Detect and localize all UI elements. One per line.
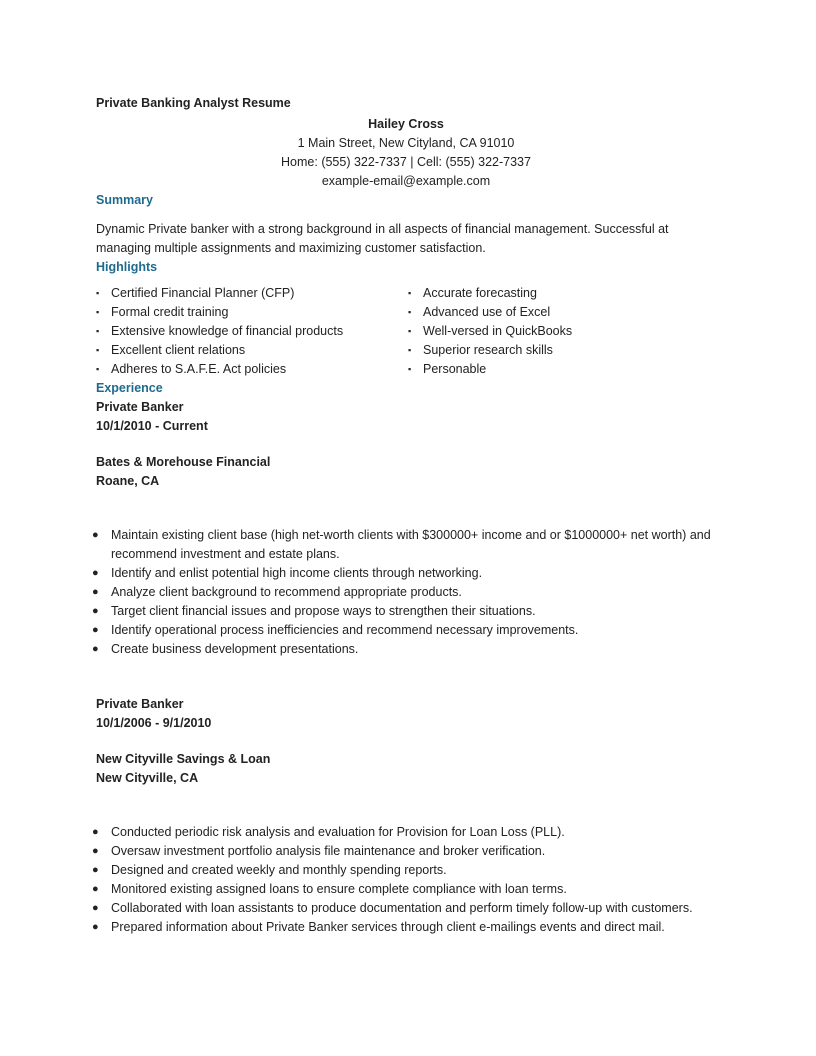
duty-text: Conducted periodic risk analysis and evaluation for Provision for Loan Loss (PLL). xyxy=(111,825,565,839)
bullet-icon: ▪ xyxy=(408,345,412,355)
highlight-text: Formal credit training xyxy=(111,305,229,319)
bullet-icon: ▪ xyxy=(96,364,100,374)
spacer xyxy=(96,490,720,526)
job-duties xyxy=(92,526,720,659)
experience-heading: Experience xyxy=(96,381,163,395)
job-company: Bates & Morehouse Financial xyxy=(96,455,271,469)
duty-item xyxy=(92,823,720,842)
bullet-icon: ▪ xyxy=(408,326,412,336)
duty-item xyxy=(92,602,720,621)
duty-item xyxy=(92,583,720,602)
highlights-right-column xyxy=(408,284,720,379)
duty-text: Identify operational process inefficiencies and recommend necessary improvements. xyxy=(111,623,579,637)
duty-text: Collaborated with loan assistants to produce documentation and perform timely follow-up with customers. xyxy=(111,901,693,915)
bullet-icon: ● xyxy=(92,624,99,636)
highlight-item xyxy=(96,341,408,360)
highlight-item xyxy=(408,360,720,379)
job-title: Private Banker xyxy=(96,400,184,414)
spacer xyxy=(96,677,720,695)
duty-text: Identify and enlist potential high income clients through networking. xyxy=(111,566,483,580)
duty-text: Target client financial issues and propose ways to strengthen their situations. xyxy=(111,604,536,618)
highlight-item xyxy=(408,303,720,322)
job-entry xyxy=(92,677,720,955)
job-entry xyxy=(92,398,720,677)
duty-text: Monitored existing assigned loans to ensure complete compliance with loan terms. xyxy=(111,882,567,896)
summary-text: Dynamic Private banker with a strong background in all aspects of financial management. Successful at managing multiple assignments and maximizing customer satisfaction. xyxy=(96,222,669,255)
job-location: New Cityville, CA xyxy=(96,770,199,785)
bullet-icon: ● xyxy=(92,902,99,914)
bullet-icon: ● xyxy=(92,529,99,541)
highlight-item xyxy=(96,284,408,303)
contact-address: 1 Main Street, New Cityland, CA 91010 xyxy=(297,136,515,150)
duty-item xyxy=(92,842,720,861)
spacer xyxy=(96,435,720,453)
spacer xyxy=(96,787,720,823)
highlight-text: Accurate forecasting xyxy=(423,286,537,300)
duty-item xyxy=(92,526,720,564)
bullet-icon: ● xyxy=(92,826,99,838)
resume-page xyxy=(92,96,720,955)
job-company: New Cityville Savings & Loan xyxy=(96,752,271,766)
spacer xyxy=(96,659,720,677)
bullet-icon: ▪ xyxy=(408,307,412,317)
bullet-icon: ▪ xyxy=(96,326,100,336)
highlight-item xyxy=(408,322,720,341)
duty-text: Analyze client background to recommend appropriate products. xyxy=(111,585,462,599)
candidate-name: Hailey Cross xyxy=(368,117,444,131)
highlight-text: Extensive knowledge of financial products xyxy=(111,324,344,338)
highlight-text: Certified Financial Planner (CFP) xyxy=(111,286,295,300)
spacer xyxy=(96,732,720,750)
summary-heading: Summary xyxy=(96,193,153,207)
bullet-icon: ● xyxy=(92,864,99,876)
bullet-icon: ● xyxy=(92,921,99,933)
bullet-icon: ● xyxy=(92,883,99,895)
experience-list xyxy=(92,398,720,955)
highlights-list xyxy=(96,284,720,379)
highlight-text: Personable xyxy=(423,362,487,376)
highlight-text: Well-versed in QuickBooks xyxy=(423,324,573,338)
duty-text: Designed and created weekly and monthly spending reports. xyxy=(111,863,447,877)
document-title: Private Banking Analyst Resume xyxy=(96,96,291,110)
duty-text: Create business development presentations. xyxy=(111,642,359,656)
duty-item xyxy=(92,621,720,640)
contact-email: example-email@example.com xyxy=(321,174,491,188)
bullet-icon: ● xyxy=(92,586,99,598)
bullet-icon: ● xyxy=(92,643,99,655)
highlights-heading: Highlights xyxy=(96,260,158,274)
duty-item xyxy=(92,640,720,659)
bullet-icon: ▪ xyxy=(96,345,100,355)
bullet-icon: ▪ xyxy=(96,288,100,298)
job-location: Roane, CA xyxy=(96,473,160,488)
job-dates: 10/1/2010 - Current xyxy=(96,418,208,433)
bullet-icon: ▪ xyxy=(408,288,412,298)
job-title: Private Banker xyxy=(96,697,184,711)
duty-item xyxy=(92,899,720,918)
duty-item xyxy=(92,918,720,937)
bullet-icon: ● xyxy=(92,845,99,857)
highlight-item xyxy=(96,303,408,322)
duty-item xyxy=(92,564,720,583)
contact-phones: Home: (555) 322-7337 | Cell: (555) 322-7337 xyxy=(281,155,531,169)
highlight-text: Excellent client relations xyxy=(111,343,246,357)
job-dates: 10/1/2006 - 9/1/2010 xyxy=(96,715,212,730)
highlights-left-column xyxy=(96,284,408,379)
highlight-item xyxy=(96,360,408,379)
highlight-text: Superior research skills xyxy=(423,343,553,357)
duty-item xyxy=(92,861,720,880)
job-duties xyxy=(92,823,720,937)
highlight-item xyxy=(408,284,720,303)
highlight-text: Advanced use of Excel xyxy=(423,305,551,319)
contact-block xyxy=(96,115,716,191)
bullet-icon: ● xyxy=(92,567,99,579)
bullet-icon: ● xyxy=(92,605,99,617)
duty-text: Maintain existing client base (high net-worth clients with $300000+ income and or $1000000+ net worth) and recommend investment and estate plans. xyxy=(111,528,711,561)
duty-item xyxy=(92,880,720,899)
bullet-icon: ▪ xyxy=(96,307,100,317)
highlight-text: Adheres to S.A.F.E. Act policies xyxy=(111,362,287,376)
bullet-icon: ▪ xyxy=(408,364,412,374)
highlight-item xyxy=(96,322,408,341)
highlight-item xyxy=(408,341,720,360)
duty-text: Oversaw investment portfolio analysis file maintenance and broker verification. xyxy=(111,844,546,858)
spacer xyxy=(96,937,720,955)
duty-text: Prepared information about Private Banker services through client e-mailings events and direct mail. xyxy=(111,920,665,934)
